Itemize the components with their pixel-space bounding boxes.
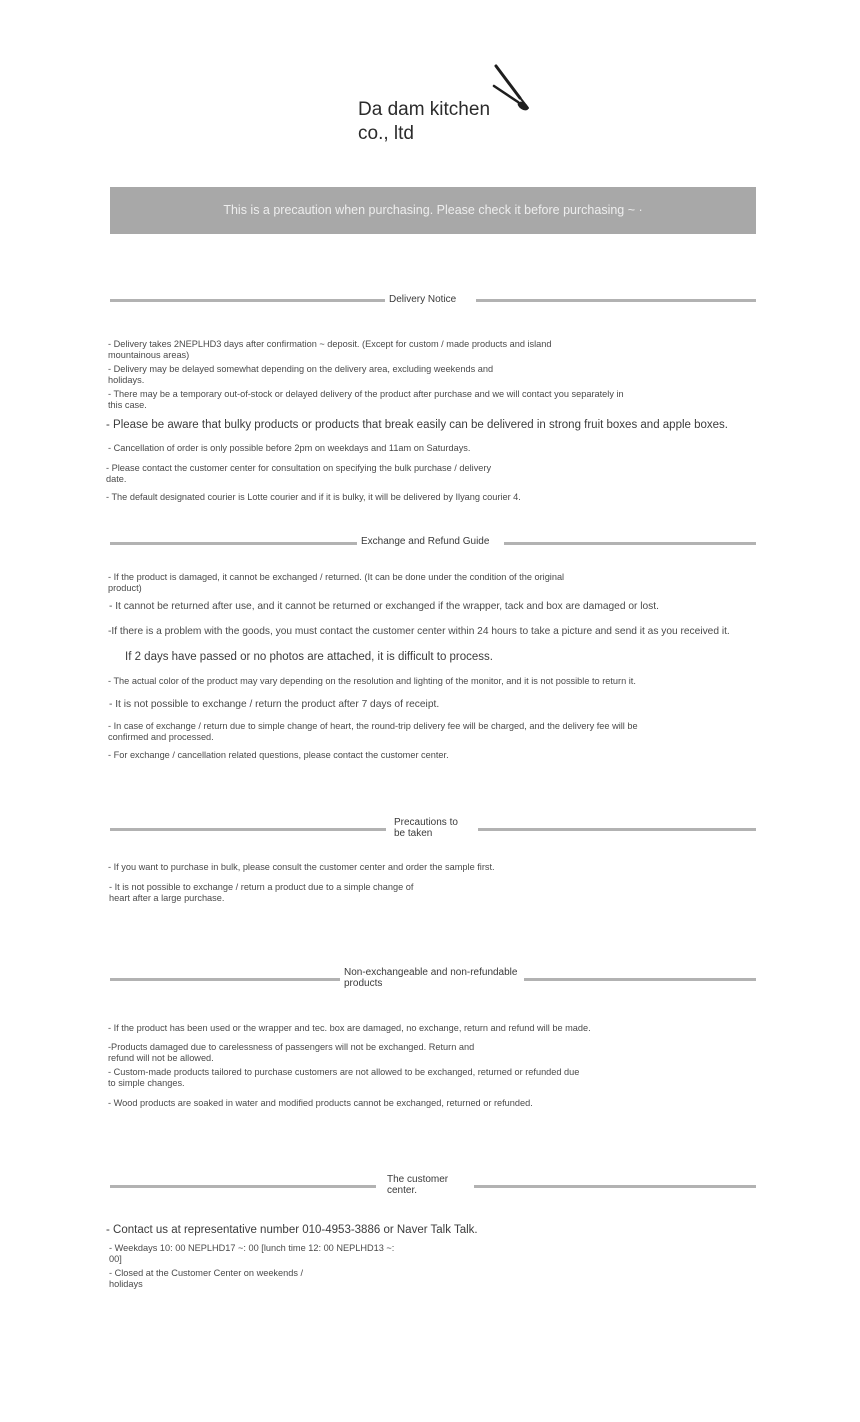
section-title-nonexchange-line1: Non-exchangeable and non-refundable <box>344 967 518 978</box>
delivery-line: - Cancellation of order is only possible before 2pm on weekdays and 11am on Saturdays. <box>108 443 471 453</box>
divider-line <box>524 978 756 981</box>
nonexchange-line: -Products damaged due to carelessness of passengers will not be exchanged. Return and <box>108 1042 475 1052</box>
exchange-line: - The actual color of the product may vary depending on the resolution and lighting of the monitor, and it is not possible to return it. <box>108 676 636 686</box>
nonexchange-line: - If the product has been used or the wrapper and tec. box are damaged, no exchange, return and refund will be made. <box>108 1023 591 1033</box>
exchange-line: product) <box>108 583 142 593</box>
section-title-customer-line2: center. <box>387 1185 418 1196</box>
knife-fork-icon <box>490 62 534 114</box>
exchange-line: - In case of exchange / return due to simple change of heart, the round-trip delivery fee will be charged, and the delivery fee will be <box>108 721 638 731</box>
nonexchange-line: refund will not be allowed. <box>108 1053 214 1063</box>
section-title-precautions-line1: Precautions to <box>394 817 458 828</box>
divider-line <box>474 1185 756 1188</box>
brand-logo <box>358 98 490 146</box>
delivery-line: - Delivery may be delayed somewhat depending on the delivery area, excluding weekends and <box>108 364 494 374</box>
section-header-customer <box>110 1174 756 1204</box>
customer-contact-line: - Contact us at representative number 010-4953-3886 or Naver Talk Talk. <box>106 1224 478 1236</box>
section-title-nonexchange-line2: products <box>344 978 383 989</box>
divider-line <box>110 1185 376 1188</box>
section-title-customer <box>383 1174 452 1196</box>
divider-line <box>110 299 386 302</box>
precautions-line: - If you want to purchase in bulk, please consult the customer center and order the sample first. <box>108 862 495 872</box>
divider-line <box>504 542 756 545</box>
delivery-line: holidays. <box>108 375 145 385</box>
exchange-line: confirmed and processed. <box>108 732 214 742</box>
precaution-banner: This is a precaution when purchasing. Please check it before purchasing ~ · <box>110 187 756 234</box>
section-header-precautions <box>110 817 756 847</box>
divider-line <box>476 299 756 302</box>
section-title-precautions <box>390 817 462 839</box>
divider-line <box>110 828 386 831</box>
precautions-line: - It is not possible to exchange / return a product due to a simple change of <box>109 882 414 892</box>
exchange-line: - If the product is damaged, it cannot be exchanged / returned. (It can be done under the condition of the original <box>108 572 565 582</box>
section-title-delivery: Delivery Notice <box>385 294 460 305</box>
divider-line <box>478 828 756 831</box>
nonexchange-line: - Wood products are soaked in water and modified products cannot be exchanged, returned or refunded. <box>108 1098 533 1108</box>
customer-hours-line: 00] <box>109 1254 122 1264</box>
precautions-line: heart after a large purchase. <box>109 893 225 903</box>
delivery-line: - The default designated courier is Lotte courier and if it is bulky, it will be delivered by Ilyang courier 4. <box>106 492 521 502</box>
nonexchange-line: - Custom-made products tailored to purchase customers are not allowed to be exchanged, returned or refunded due <box>108 1067 580 1077</box>
divider-line <box>110 542 358 545</box>
section-title-customer-line1: The customer <box>387 1174 449 1185</box>
brand-name-line2: co., ltd <box>358 123 414 144</box>
customer-hours-line: - Weekdays 10: 00 NEPLHD17 ~: 00 [lunch time 12: 00 NEPLHD13 ~: <box>109 1243 395 1253</box>
customer-closed-line: - Closed at the Customer Center on weekends / <box>109 1268 304 1278</box>
delivery-line: this case. <box>108 400 147 410</box>
exchange-line: -If there is a problem with the goods, you must contact the customer center within 24 hours to take a picture and send it as you received it. <box>108 626 730 637</box>
section-header-delivery <box>110 288 756 312</box>
section-header-nonexchange <box>110 967 756 997</box>
divider-line <box>110 978 340 981</box>
delivery-line: - Please be aware that bulky products or products that break easily can be delivered in strong fruit boxes and apple boxes. <box>106 419 728 431</box>
delivery-line: mountainous areas) <box>108 350 190 360</box>
section-header-exchange <box>110 531 756 555</box>
section-title-exchange: Exchange and Refund Guide <box>357 536 493 547</box>
delivery-line: - There may be a temporary out-of-stock or delayed delivery of the product after purchase and we will contact you separately in <box>108 389 624 399</box>
exchange-line: If 2 days have passed or no photos are attached, it is difficult to process. <box>125 651 493 663</box>
section-title-nonexchange <box>340 967 521 989</box>
brand-name-line1: Da dam kitchen <box>358 99 491 120</box>
exchange-line: - It is not possible to exchange / return the product after 7 days of receipt. <box>109 699 440 710</box>
nonexchange-line: to simple changes. <box>108 1078 185 1088</box>
delivery-line: - Please contact the customer center for consultation on specifying the bulk purchase / delivery <box>106 463 492 473</box>
delivery-line: date. <box>106 474 127 484</box>
exchange-line: - For exchange / cancellation related questions, please contact the customer center. <box>108 750 449 760</box>
customer-closed-line: holidays <box>109 1279 143 1289</box>
delivery-line: - Delivery takes 2NEPLHD3 days after confirmation ~ deposit. (Except for custom / made products and island <box>108 339 552 349</box>
section-title-precautions-line2: be taken <box>394 828 433 839</box>
exchange-line: - It cannot be returned after use, and it cannot be returned or exchanged if the wrapper, tack and box are damaged or lost. <box>109 601 659 612</box>
